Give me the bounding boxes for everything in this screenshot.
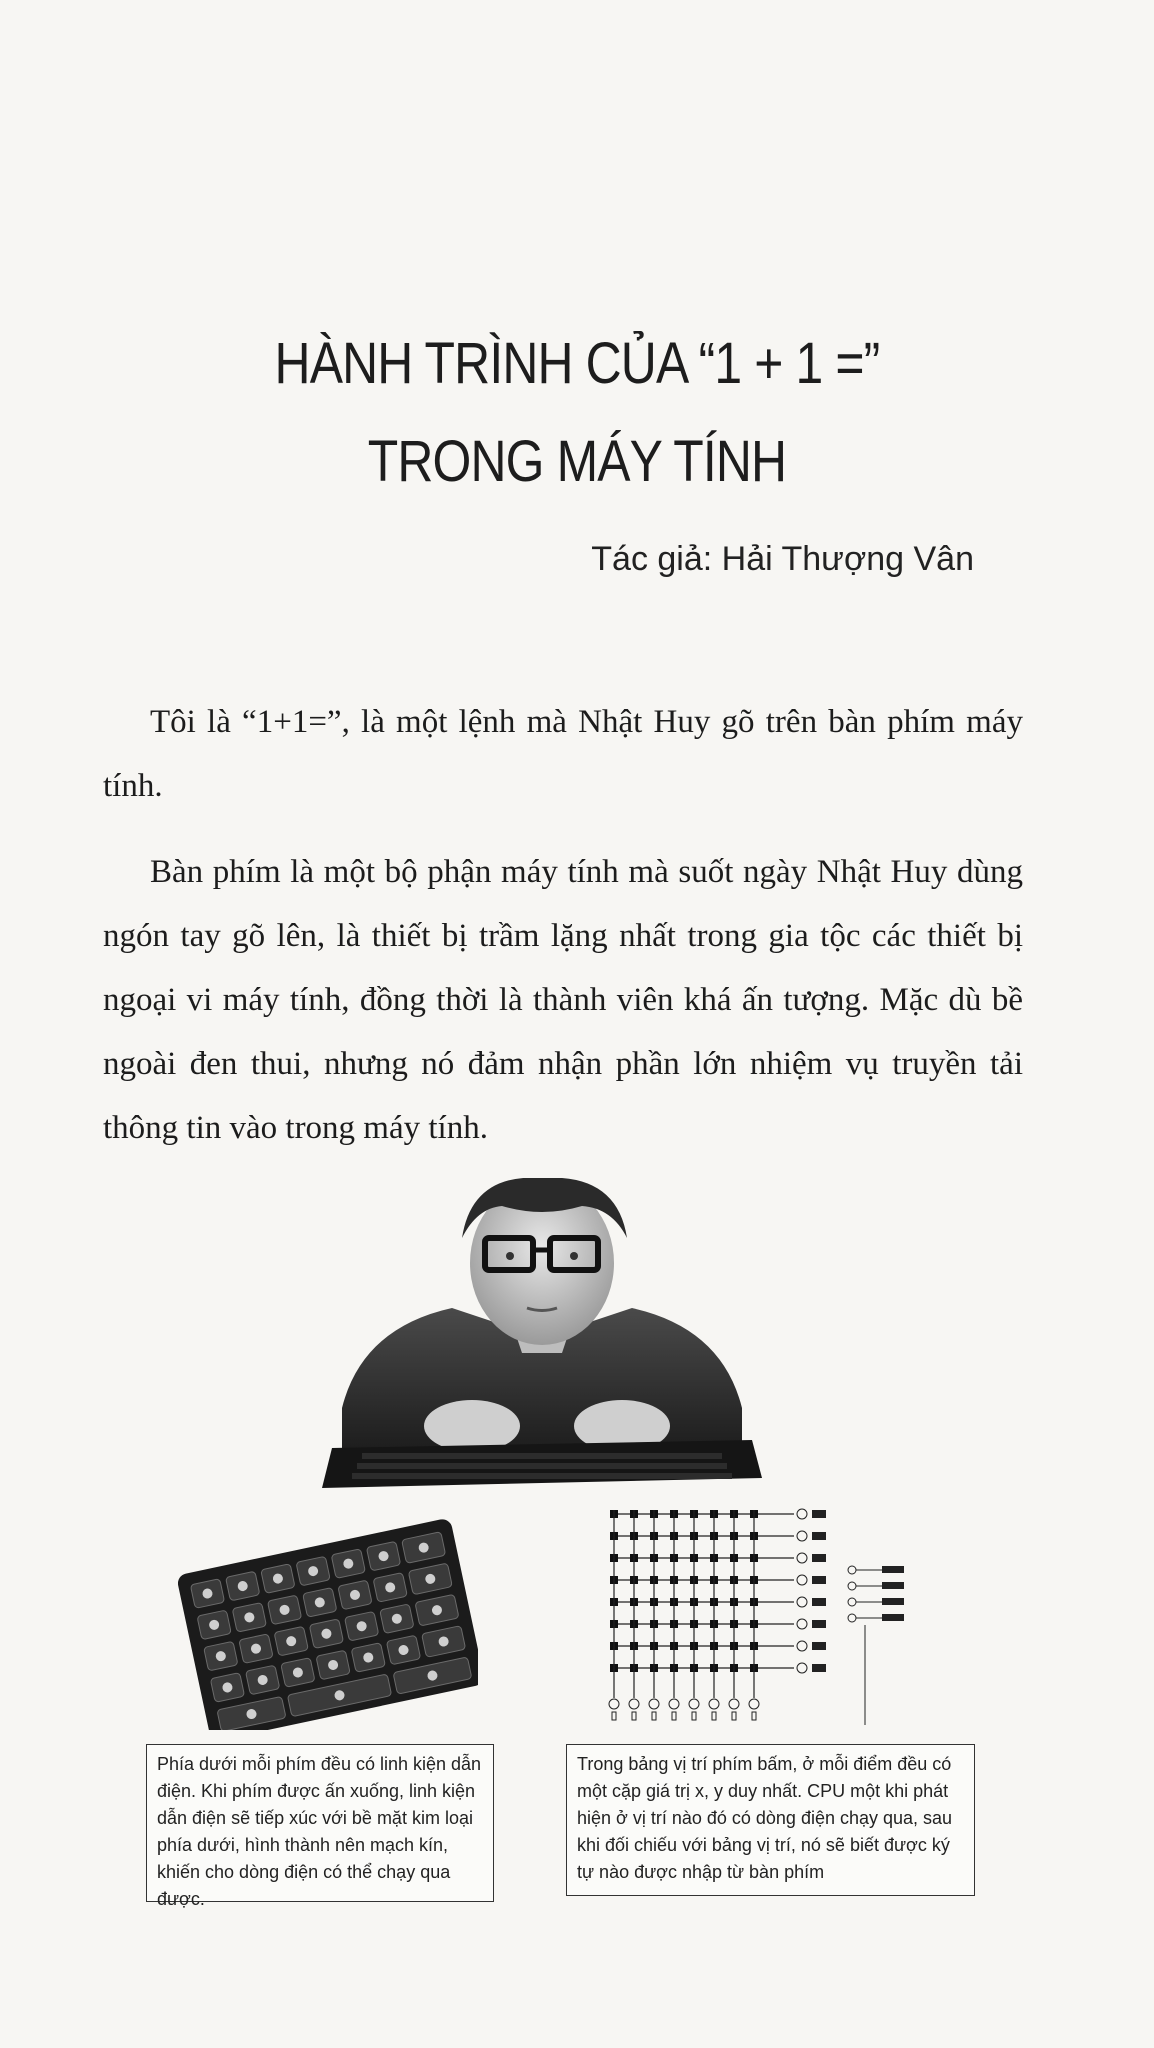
keypad-caption: Phía dưới mỗi phím đều có linh kiện dẫn điện. Khi phím được ấn xuống, linh kiện dẫn điện sẽ tiếp xúc với bề mặt kim loại phía dưới, hình thành nên mạch kín, khiến cho dòng điện có thể chạy qua được. [146,1744,494,1902]
key-matrix-diagram [600,1500,920,1728]
paragraph-1: Tôi là “1+1=”, là một lệnh mà Nhật Huy gõ trên bàn phím máy tính. [103,704,1023,804]
keypad-membrane-photo [178,1505,478,1730]
matrix-caption: Trong bảng vị trí phím bấm, ở mỗi điểm đều có một cặp giá trị x, y duy nhất. CPU một khi phát hiện ở vị trí nào đó có dòng điện chạy qua, sau khi đối chiếu với bảng vị trí, nó sẽ biết được ký tự nào được nhập từ bàn phím [566,1744,975,1896]
chapter-title-line-2: TRONG MÁY TÍNH [367,429,787,494]
person-typing-photo [322,1178,762,1493]
body-text [103,690,1023,1182]
paragraph-2: Bàn phím là một bộ phận máy tính mà suốt ngày Nhật Huy dùng ngón tay gõ lên, là thiết bị trầm lặng nhất trong gia tộc các thiết bị ngoại vi máy tính, đồng thời là thành viên khá ấn tượng. Mặc dù bề ngoài đen thui, nhưng nó đảm nhận phần lớn nhiệm vụ truyền tải thông tin vào trong máy tính. [103,854,1023,1146]
author-line: Tác giả: Hải Thượng Vân [591,540,974,578]
chapter-title-line-1: HÀNH TRÌNH CỦA “1 + 1 =” [274,331,880,396]
